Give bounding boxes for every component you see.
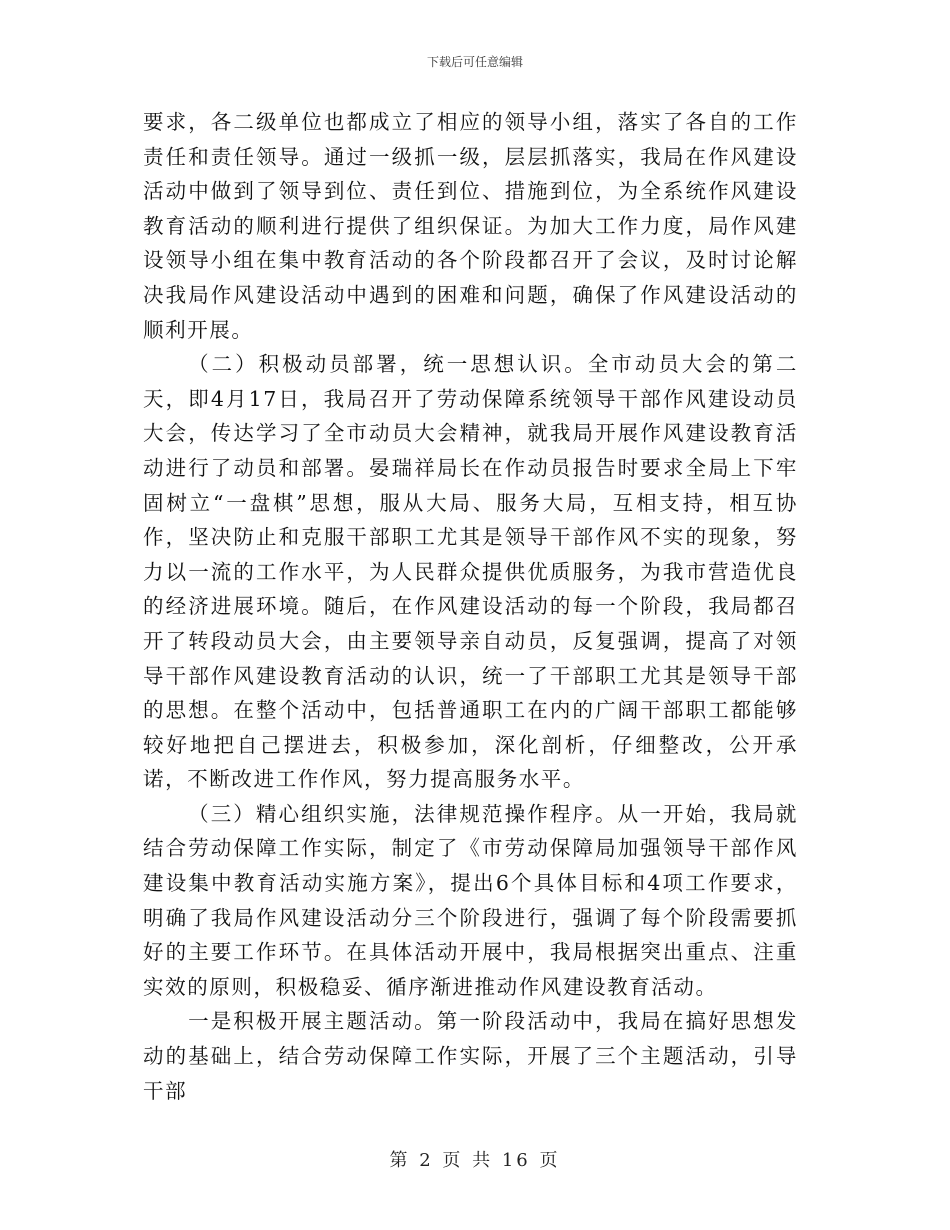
paragraph-1: 要求，各二级单位也都成立了相应的领导小组，落实了各自的工作责任和责任领导。通过一级抓一级，层层抓落实，我局在作风建设活动中做到了领导到位、责任到位、措施到位，为全系统作风建设教育活动的顺利进行提供了组织保证。为加大工作力度，局作风建设领导小组在集中教育活动的各个阶段都召开了会议，及时讨论解决我局作风建设活动中遇到的困难和问题，确保了作风建设活动的顺利开展。 <box>143 110 798 342</box>
paragraph-4: 一是积极开展主题活动。第一阶段活动中，我局在搞好思想发动的基础上，结合劳动保障工作实际，开展了三个主题活动，引导干部 <box>143 1009 798 1103</box>
paragraph-2: （二）积极动员部署，统一思想认识。全市动员大会的第二天，即4月17日，我局召开了劳动保障系统领导干部作风建设动员大会，传达学习了全市动员大会精神，就我局开展作风建设教育活动进行了动员和部署。晏瑞祥局长在作动员报告时要求全局上下牢固树立“一盘棋”思想，服从大局、服务大局，互相支持，相互协作，坚决防止和克服干部职工尤其是领导干部作风不实的现象，努力以一流的工作水平，为人民群众提供优质服务，为我市营造优良的经济进展环境。随后，在作风建设活动的每一个阶段，我局都召开了转段动员大会，由主要领导亲自动员，反复强调，提高了对领导干部作风建设教育活动的认识，统一了干部职工尤其是领导干部的思想。在整个活动中，包括普通职工在内的广阔干部职工都能够较好地把自己摆进去，积极参加，深化剖析，仔细整改，公开承诺，不断改进工作作风，努力提高服务水平。 <box>143 352 798 792</box>
page-header: 下载后可任意编辑 <box>426 55 523 69</box>
document-body <box>143 105 798 1108</box>
paragraph-3: （三）精心组织实施，法律规范操作程序。从一开始，我局就结合劳动保障工作实际，制定了《市劳动保障局加强领导干部作风建设集中教育活动实施方案》，提出6个具体目标和4项工作要求，明确了我局作风建设活动分三个阶段进行，强调了每个阶段需要抓好的主要工作环节。在具体活动开展中，我局根据突出重点、注重实效的原则，积极稳妥、循序渐进推动作风建设教育活动。 <box>143 801 798 999</box>
page-number-footer: 第 2 页 共 16 页 <box>389 1150 561 1171</box>
